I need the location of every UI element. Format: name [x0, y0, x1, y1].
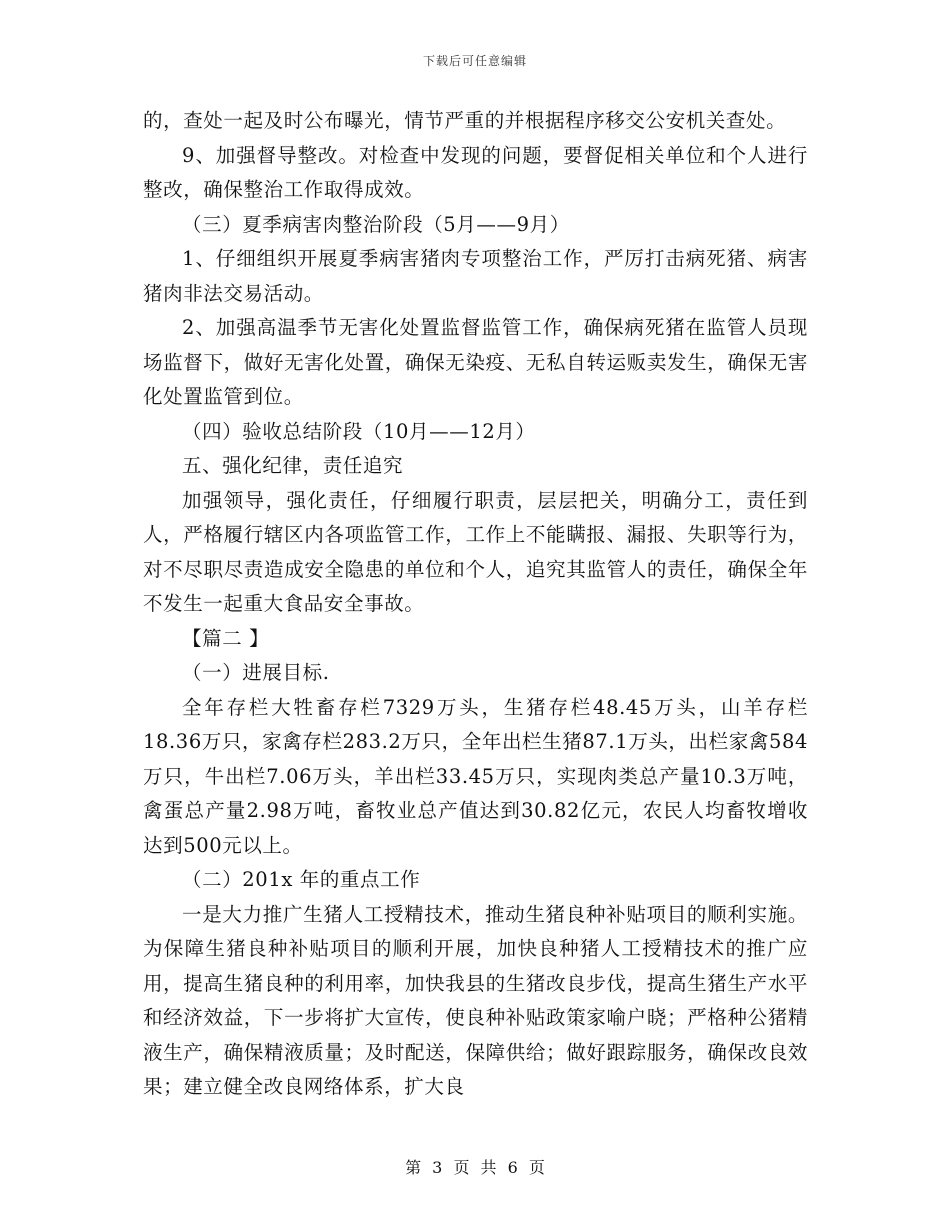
paragraph: 加强领导，强化责任，仔细履行职责，层层把关，明确分工，责任到人，严格履行辖区内各项监管工作，工作上不能瞒报、漏报、失职等行为，对不尽职尽责造成安全隐患的单位和个人，追究其监管人的责任，确保全年不发生一起重大食品安全事故。 — [143, 488, 808, 615]
section-heading: （二）201x 年的重点工作 — [182, 868, 421, 891]
paragraph: 2、加强高温季节无害化处置监督监管工作，确保病死猪在监管人员现场监督下，做好无害化处置，确保无染疫、无私自转运贩卖发生，确保无害化处置监管到位。 — [143, 316, 808, 408]
section-heading: （三）夏季病害肉整治阶段（5月——9月） — [182, 212, 570, 236]
page-header-note: 下载后可任意编辑 — [422, 54, 527, 68]
section-heading: 五、强化纪律，责任追究 — [182, 454, 404, 477]
paragraph: 的，查处一起及时公布曝光，情节严重的并根据程序移交公安机关查处。 — [143, 109, 787, 132]
paragraph: 全年存栏大牲畜存栏7329万头，生猪存栏48.45万头，山羊存栏18.36万只，家禽存栏283.2万只，全年出栏生猪87.1万头，出栏家禽584万只，牛出栏7.06万头，羊出栏33.45万只，实现肉类总产量10.3万吨，禽蛋总产量2.98万吨，畜牧业总产值达到30.82亿元，农民人均畜牧增收达到500元以上。 — [143, 695, 808, 857]
section-heading: （一）进展目标. — [182, 661, 330, 684]
page-number: 第 3 页 共 6 页 — [405, 1158, 545, 1177]
paragraph: 一是大力推广生猪人工授精技术，推动生猪良种补贴项目的顺利实施。为保障生猪良种补贴项目的顺利开展，加快良种猪人工授精技术的推广应用，提高生猪良种的利用率，加快我县的生猪改良步伐，提高生猪生产水平和经济效益，下一步将扩大宣传，使良种补贴政策家喻户晓；严格种公猪精液生产，确保精液质量；及时配送，保障供给；做好跟踪服务，确保改良效果；建立健全改良网络体系，扩大良 — [143, 902, 808, 1098]
paragraph: 9、加强督导整改。对检查中发现的问题，要督促相关单位和个人进行整改，确保整治工作取得成效。 — [143, 143, 808, 201]
paragraph: 1、仔细组织开展夏季病害猪肉专项整治工作，严厉打击病死猪、病害猪肉非法交易活动。 — [143, 247, 808, 305]
section-heading: （四）验收总结阶段（10月——12月） — [182, 419, 536, 443]
document-body — [143, 104, 808, 1105]
chapter-heading: 【篇二 】 — [182, 626, 270, 650]
